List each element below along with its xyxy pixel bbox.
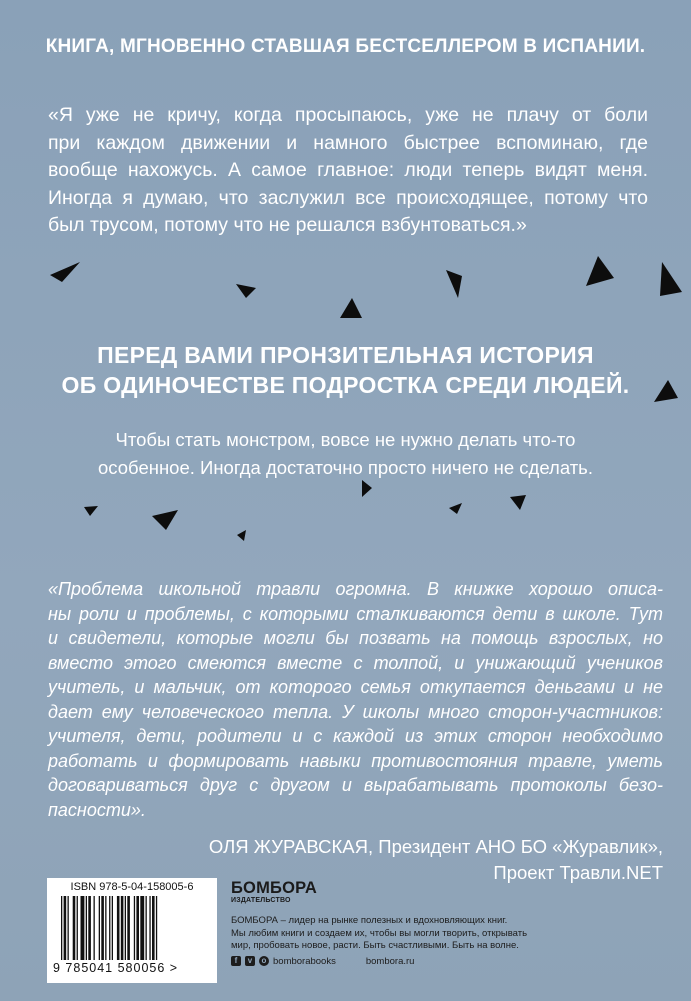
publisher-name: БОМБОРА: [231, 879, 318, 897]
triangle-shape: [84, 506, 98, 516]
review-line: и свидетели, которые могли бы позвать на помощь взрослых, но: [48, 628, 663, 648]
review-line: ны роли и проблемы, с которыми сталкиваются дети в школе. Тут: [48, 603, 663, 624]
review-quote: [48, 577, 663, 822]
barcode-bar: [121, 896, 124, 960]
barcode-bar: [99, 896, 100, 960]
barcode-bar: [77, 896, 78, 960]
barcode-bar: [136, 896, 139, 960]
publisher-description: [231, 915, 571, 953]
triangle-shape: [152, 510, 178, 530]
review-line: вместо этого смеются вместе с толпой, и унижающий учеников: [48, 652, 663, 673]
middle-title-line: ПЕРЕД ВАМИ ПРОНЗИТЕЛЬНАЯ ИСТОРИЯ: [97, 342, 594, 368]
triangle-shape: [510, 495, 526, 510]
isbn-label: ISBN 978-5-04-158005-6: [70, 881, 194, 893]
barcode-bar: [73, 896, 76, 960]
barcode-bar: [146, 896, 147, 960]
quote-line: «Я уже не кричу, когда просыпаюсь, уже не плачу от боли: [48, 104, 648, 126]
triangle-shape: [362, 480, 372, 497]
barcode-bar: [134, 896, 135, 960]
quote-line: Иногда я думаю, что заслужил все происходящее, потому что: [48, 186, 648, 209]
quote-line: при каждом движении и намного быстрее вспоминаю, где: [48, 131, 648, 154]
barcode-bar: [88, 896, 91, 960]
middle-text: [0, 426, 691, 482]
quote-line: вообще нахожусь. А самое главное: люди теперь видят меня.: [48, 159, 648, 181]
review-line: договариваться друг с другом и вырабатывать протоколы безо-: [48, 775, 663, 795]
facebook-icon[interactable]: f: [231, 956, 241, 966]
review-line: пасности».: [48, 799, 146, 820]
barcode-bar: [127, 896, 130, 960]
review-line: работать и формировать навыки противостояния травле, уметь: [48, 750, 663, 771]
review-line: учителя, дети, родители и с каждой из этих сторон необходимо: [48, 726, 663, 746]
middle-title-line: ОБ ОДИНОЧЕСТВЕ ПОДРОСТКА СРЕДИ ЛЮДЕЙ.: [61, 372, 630, 398]
triangle-shape: [50, 262, 80, 282]
instagram-icon[interactable]: o: [259, 956, 269, 966]
triangle-shape: [449, 503, 462, 514]
barcode-bar: [61, 896, 62, 960]
triangle-shape: [660, 262, 682, 296]
barcode-bar: [68, 896, 69, 960]
publisher-logo: [231, 880, 571, 904]
barcode-bar: [152, 896, 155, 960]
publisher-desc-line: Мы любим книги и создаем их, чтобы вы могли творить, открывать: [231, 927, 528, 939]
barcode-bar: [149, 896, 150, 960]
barcode-bar: [105, 896, 106, 960]
barcode-bar: [86, 896, 87, 960]
triangle-shape: [236, 284, 256, 298]
social-handle[interactable]: bomborabooks: [273, 955, 336, 967]
triangle-shape: [237, 530, 246, 541]
barcode-bar: [109, 896, 110, 960]
triangle-shape: [446, 270, 462, 298]
vk-icon[interactable]: v: [245, 956, 255, 966]
barcode-bars: [59, 896, 209, 966]
author-line: Проект Травли.NET: [493, 862, 663, 883]
barcode-bar: [101, 896, 104, 960]
middle-title: [0, 340, 691, 400]
publisher-desc-line: мир, пробовать новое, расти. Быть счастливыми. Быть на волне.: [231, 940, 519, 951]
barcode-bar: [156, 896, 157, 960]
barcode-bar: [112, 896, 113, 960]
quote-line: был трусом, потому что не решался взбунтоваться.»: [48, 214, 527, 236]
barcode-bar: [94, 896, 95, 960]
barcode-block: [47, 878, 217, 983]
barcode-digits: 9 785041 580056 >: [53, 961, 179, 975]
barcode-bar: [117, 896, 120, 960]
author-line: ОЛЯ ЖУРАВСКАЯ, Президент АНО БО «Журавлик»,: [208, 836, 663, 857]
triangle-shape: [586, 256, 614, 286]
barcode-bar: [125, 896, 126, 960]
publisher-desc-line: БОМБОРА – лидер на рынке полезных и вдохновляющих книг.: [231, 915, 508, 926]
barcode-bar: [64, 896, 67, 960]
review-line: «Проблема школьной травли огромна. В книжке хорошо описа-: [48, 579, 663, 599]
review-line: учитель, и мальчик, от которого семья откупается деньгами и не: [48, 677, 663, 697]
triangle-shape: [340, 298, 362, 318]
middle-text-line: Чтобы стать монстром, вовсе не нужно делать что-то: [115, 429, 576, 450]
publisher-subtitle: ИЗДАТЕЛЬСТВО: [231, 897, 291, 904]
headline: КНИГА, МГНОВЕННО СТАВШАЯ БЕСТСЕЛЛЕРОМ В ИСПАНИИ.: [45, 36, 646, 57]
publisher-social: [231, 955, 414, 967]
barcode-bar: [81, 896, 85, 960]
hero-quote: [48, 102, 648, 240]
publisher-site-link[interactable]: bombora.ru: [365, 955, 415, 967]
review-line: дает ему человеческого тепла. У школы много сторон-участников:: [48, 701, 663, 722]
middle-text-line: особенное. Иногда достаточно просто ничего не сделать.: [98, 457, 593, 478]
barcode-bar: [140, 896, 144, 960]
